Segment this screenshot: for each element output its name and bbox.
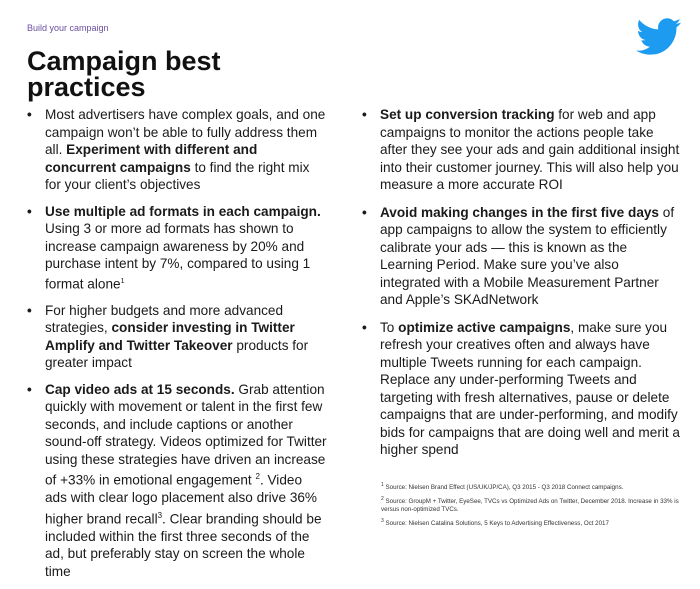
item-emphasis: Use multiple ad formats in each campaign.: [45, 203, 321, 219]
item-text: to find the right mix for your client’s objectives: [45, 159, 310, 192]
item-text: For higher budgets and more advanced strategies,: [45, 302, 284, 336]
twitter-bird-icon: [636, 18, 682, 56]
item-text: . Video ads with clear logo placement also drive 36% higher brand recall: [45, 472, 318, 527]
bullet: •: [362, 319, 367, 335]
item-text: for web and app campaigns to monitor the actions people take after they see your ads and gain additional insight into their customer journey. This will also help you measure a more accurate ROI: [380, 107, 680, 192]
list-item: [362, 319, 680, 459]
bullet: •: [27, 302, 32, 318]
item-text: Most advertisers have complex goals, and one campaign won’t be able to fully address them all.: [45, 107, 326, 157]
footnote-text: Source: GroupM + Twitter, EyeSee, TVCs vs Optimized Ads on Twitter, December 2018. Increase in 33% is versus non-optimized TVCs.: [381, 497, 679, 514]
item-emphasis: Avoid making changes in the first five days: [380, 204, 659, 220]
item-text: To: [380, 319, 399, 335]
page-title: Campaign best practices: [27, 46, 221, 102]
section-kicker: Build your campaign: [27, 23, 109, 33]
footnotes: [381, 481, 686, 531]
list-item: [27, 302, 327, 372]
footnote-ref: 1: [120, 277, 125, 285]
bullet: •: [27, 381, 32, 397]
bullet: •: [27, 203, 32, 219]
bullet: •: [27, 107, 32, 122]
item-text: Using 3 or more ad formats has shown to increase campaign awareness by 20% and purchase intent by 7%, compared to using 1 format alone: [45, 221, 311, 292]
item-emphasis: consider investing in Twitter Amplify and Twitter Takeover: [45, 320, 295, 353]
item-text: , make sure you refresh your creatives often and always have multiple Tweets running for each campaign. Replace any under-performing Tweets and targeting with fresh alternatives, pause or delete campaigns that are under-performing, and modify bids for campaigns that are doing well and merit a higher spend: [380, 319, 680, 457]
footnote-number: 1: [381, 482, 384, 488]
item-emphasis: Cap video ads at 15 seconds.: [45, 381, 235, 397]
list-item: [362, 106, 680, 194]
footnote-text: Source: Nielsen Brand Effect (US/UK/JP/CA), Q3 2015 - Q3 2018 Connect campaigns.: [383, 484, 624, 492]
list-item: [27, 381, 327, 581]
item-emphasis: Set up conversion tracking: [380, 107, 555, 122]
right-column: [362, 106, 680, 469]
list-item: [27, 203, 327, 293]
item-text: products for greater impact: [45, 337, 309, 371]
item-emphasis: optimize active campaigns: [398, 319, 571, 335]
item-text: . Clear branding should be included within the first three seconds of the ad, but preferably stay on screen the whole time: [45, 511, 322, 579]
left-column: [27, 106, 327, 589]
footnote-ref: 2: [255, 472, 260, 482]
item-text: of app campaigns to allow the system to efficiently calibrate your ads — this is known as the Learning Period. Make sure you’ve also integrated with a Mobile Measurement Partner and Apple’s SKAdNetwork: [380, 204, 675, 307]
footnote: [381, 495, 686, 515]
item-text: Grab attention quickly with movement or talent in the first few seconds, and include captions or another sound-off strategy. Videos optimized for Twitter using these strategies have driven an increase of +33% in emotional engagement: [45, 381, 327, 488]
list-item: [27, 106, 327, 194]
footnote: [381, 481, 686, 492]
footnote-ref: 3: [157, 510, 163, 520]
item-emphasis: Experiment with different and concurrent campaigns: [45, 142, 258, 175]
list-item: [362, 204, 680, 309]
footnote-text: Source: Nielsen Catalina Solutions, 5 Keys to Advertising Effectiveness, Oct 2017: [383, 520, 609, 528]
footnote-number: 2: [381, 495, 384, 502]
bullet: •: [362, 204, 367, 220]
footnote: [381, 517, 686, 528]
footnote-number: 3: [381, 518, 384, 525]
bullet: •: [362, 107, 367, 122]
